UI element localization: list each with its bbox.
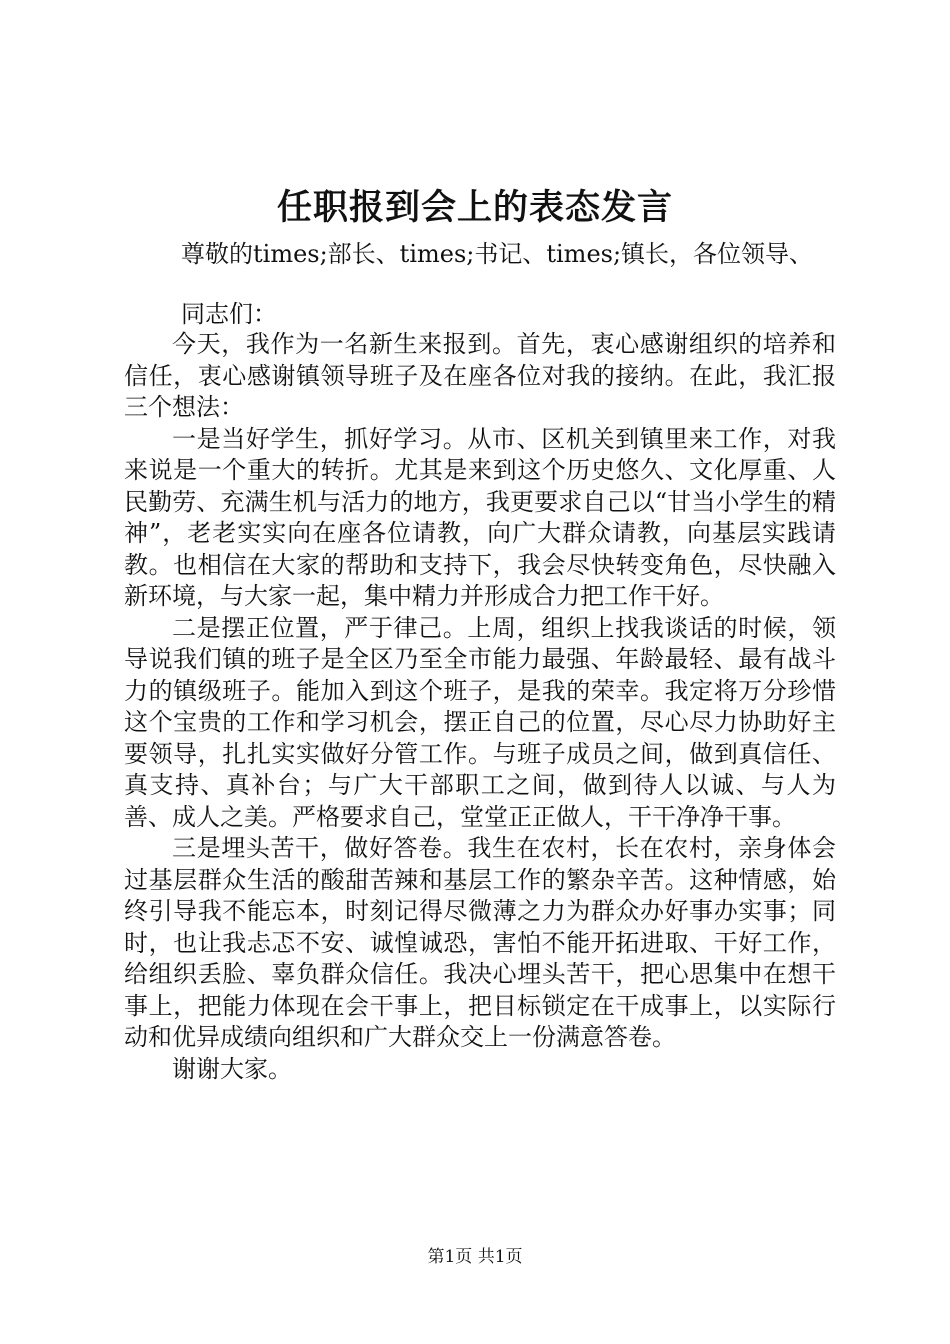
document-title: 任职报到会上的表态发言 (276, 187, 673, 228)
paragraph-point-three: 三是埋头苦干，做好答卷。我生在农村，长在农村，亲身体会过基层群众生活的酸甜苦辣和基层工作的繁杂辛苦。这种情感，始终引导我不能忘本，时刻记得尽微薄之力为群众办好事办实事；同时，也让我忐忑不安、诚惶诚恐，害怕不能开拓进取、干好工作，给组织丢脸、辜负群众信任。我决心埋头苦干，把心思集中在想干事上，把能力体现在会干事上，把目标锁定在干成事上，以实际行动和优异成绩向组织和广大群众交上一份满意答卷。 (124, 834, 836, 1051)
paragraph-point-two: 二是摆正位置，严于律己。上周，组织上找我谈话的时候，领导说我们镇的班子是全区乃至全市能力最强、年龄最轻、最有战斗力的镇级班子。能加入到这个班子，是我的荣幸。我定将万分珍惜这个宝贵的工作和学习机会，摆正自己的位置，尽心尽力协助好主要领导，扎扎实实做好分管工作。与班子成员之间，做到真信任、真支持、真补台；与广大干部职工之间，做到待人以诚、与人为善、成人之美。严格要求自己，堂堂正正做人，干干净净干事。 (124, 613, 836, 831)
paragraph-intro: 今天，我作为一名新生来报到。首先，衷心感谢组织的培养和信任，衷心感谢镇领导班子及在座各位对我的接纳。在此，我汇报三个想法： (124, 330, 836, 421)
paragraph-closing: 谢谢大家。 (172, 1054, 292, 1083)
page-footer: 第1页 共1页 (427, 1247, 523, 1267)
document-body (124, 329, 836, 1085)
salutation-line: 尊敬的times;部长、times;书记、times;镇长，各位领导、 (181, 240, 814, 268)
salutation-continuation: 同志们： (181, 300, 277, 328)
paragraph-point-one: 一是当好学生，抓好学习。从市、区机关到镇里来工作，对我来说是一个重大的转折。尤其是来到这个历史悠久、文化厚重、人民勤劳、充满生机与活力的地方，我更要求自己以“甘当小学生的精神”，老老实实向在座各位请教，向广大群众请教，向基层实践请教。也相信在大家的帮助和支持下，我会尽快转变角色，尽快融入新环境，与大家一起，集中精力并形成合力把工作干好。 (124, 424, 836, 610)
